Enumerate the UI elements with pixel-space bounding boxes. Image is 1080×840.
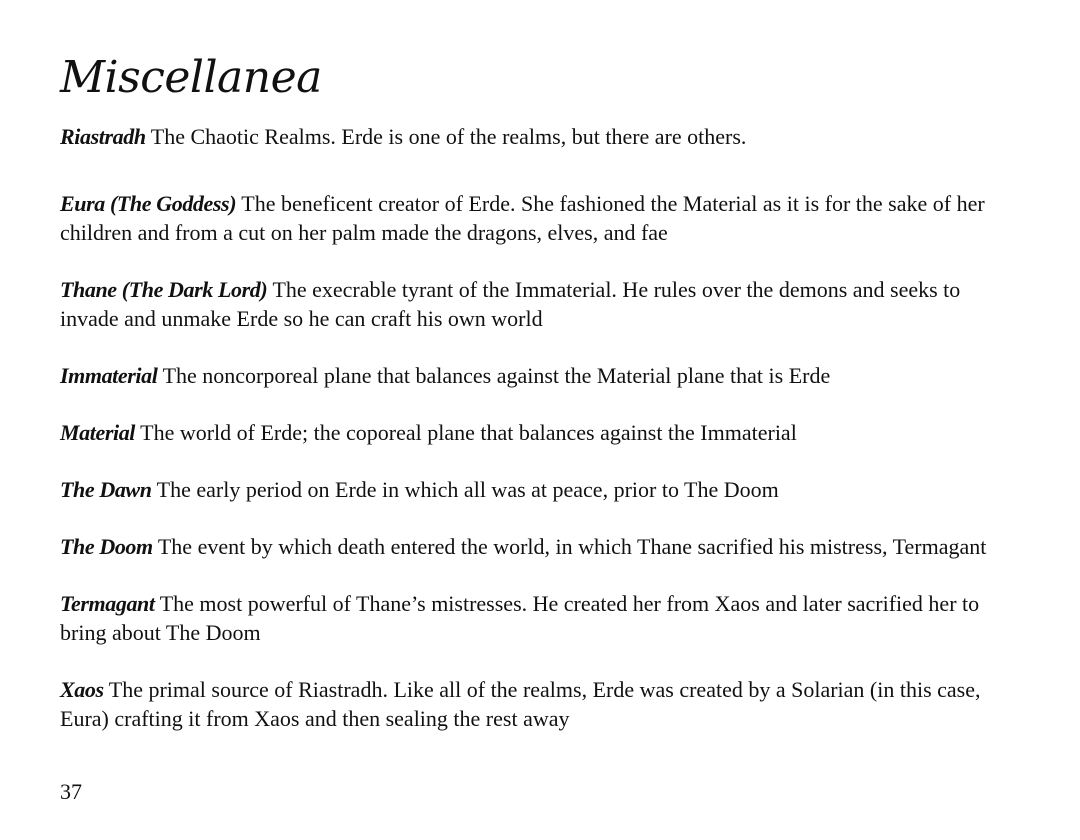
page-title: Miscellanea: [60, 52, 322, 103]
glossary-term: Termagant: [60, 591, 155, 616]
page-number: 37: [60, 779, 82, 804]
glossary-definition: The noncorporeal plane that balances against the Material plane that is Erde: [162, 363, 831, 388]
glossary-term: Immaterial: [60, 363, 158, 388]
glossary-term: The Dawn: [60, 477, 152, 502]
glossary-entry-thane: [60, 275, 1020, 333]
glossary-entry-the-doom: [60, 532, 1020, 561]
glossary-term: Xaos: [60, 677, 104, 702]
glossary-entry-immaterial: [60, 361, 1020, 390]
glossary-term: Thane (The Dark Lord): [60, 277, 268, 302]
glossary-definition: The world of Erde; the coporeal plane that balances against the Immaterial: [140, 420, 797, 445]
glossary-entry-material: [60, 418, 1020, 447]
glossary-term: Eura (The Goddess): [60, 191, 237, 216]
glossary-entry-xaos: [60, 675, 1020, 733]
glossary-term: The Doom: [60, 534, 153, 559]
glossary-entry-the-dawn: [60, 475, 1020, 504]
glossary-term: Material: [60, 420, 136, 445]
glossary-entry-riastradh: [60, 122, 1020, 151]
glossary-definition: The event by which death entered the world, in which Thane sacrified his mistress, Termagant: [157, 534, 987, 559]
glossary-list: [60, 122, 1020, 761]
glossary-term: Riastradh: [60, 124, 146, 149]
glossary-entry-eura: [60, 189, 1020, 247]
glossary-definition: The beneficent creator of Erde. She fashioned the Material as it is for the sake of her children and from a cut on her palm made the dragons, elves, and fae: [60, 191, 985, 245]
glossary-definition: The execrable tyrant of the Immaterial. He rules over the demons and seeks to invade and unmake Erde so he can craft his own world: [60, 277, 961, 331]
glossary-definition: The Chaotic Realms. Erde is one of the realms, but there are others.: [150, 124, 747, 149]
glossary-definition: The most powerful of Thane’s mistresses. He created her from Xaos and later sacrified her to bring about The Doom: [60, 591, 980, 645]
glossary-entry-termagant: [60, 589, 1020, 647]
glossary-definition: The primal source of Riastradh. Like all of the realms, Erde was created by a Solarian (in this case, Eura) crafting it from Xaos and then sealing the rest away: [60, 677, 981, 731]
glossary-definition: The early period on Erde in which all was at peace, prior to The Doom: [156, 477, 779, 502]
